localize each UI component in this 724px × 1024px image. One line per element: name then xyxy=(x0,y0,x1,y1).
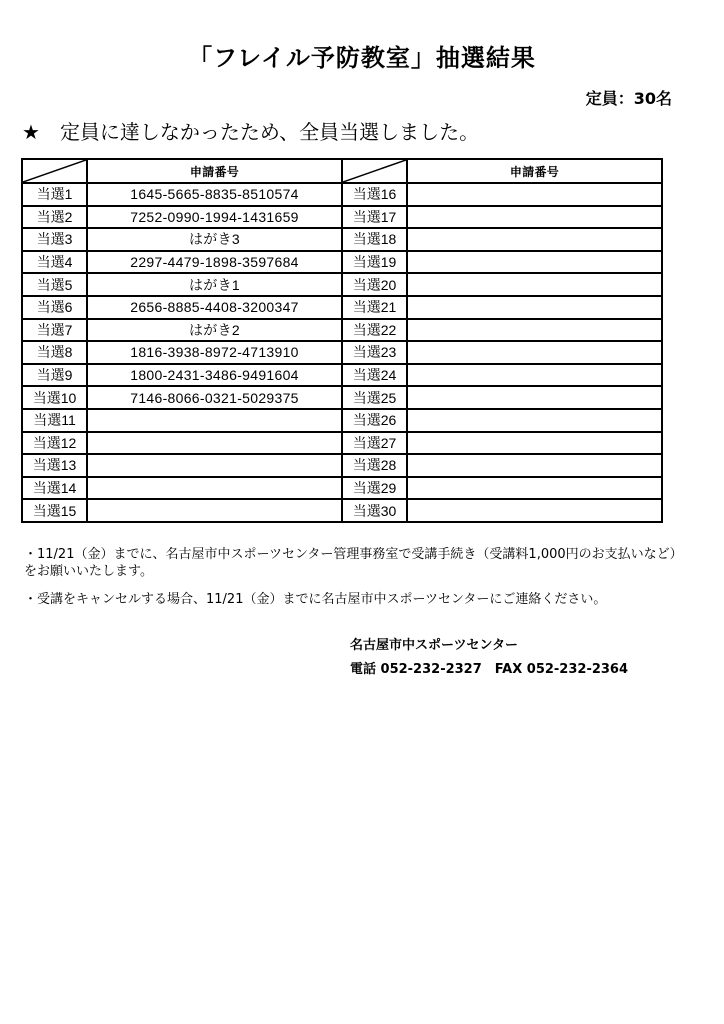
table-row xyxy=(22,183,662,206)
application-number: はがき1 xyxy=(87,273,342,296)
winner-label: 当選26 xyxy=(342,409,407,432)
organization-name: 名古屋市中スポーツセンター xyxy=(350,638,518,653)
application-number: はがき3 xyxy=(87,228,342,251)
winner-label: 当選17 xyxy=(342,206,407,229)
diagonal-corner-cell xyxy=(342,159,407,183)
winner-label: 当選23 xyxy=(342,341,407,364)
application-number xyxy=(407,228,662,251)
table-row xyxy=(22,386,662,409)
application-number: 1816-3938-8972-4713910 xyxy=(87,341,342,364)
winner-label: 当選25 xyxy=(342,386,407,409)
application-number: 2297-4479-1898-3597684 xyxy=(87,251,342,274)
winner-label: 当選5 xyxy=(22,273,87,296)
winner-label: 当選14 xyxy=(22,477,87,500)
application-number xyxy=(407,319,662,342)
winner-label: 当選18 xyxy=(342,228,407,251)
table-row xyxy=(22,341,662,364)
application-number xyxy=(407,477,662,500)
application-number xyxy=(407,386,662,409)
application-number xyxy=(407,499,662,522)
note-item: ・11/21（金）までに、名古屋市中スポーツセンター管理事務室で受講手続き（受講料1,000円のお支払いなど）をお願いいたします。 xyxy=(24,547,683,579)
winner-label: 当選20 xyxy=(342,273,407,296)
winner-label: 当選21 xyxy=(342,296,407,319)
winner-label: 当選16 xyxy=(342,183,407,206)
winner-label: 当選24 xyxy=(342,364,407,387)
application-number: 1645-5665-8835-8510574 xyxy=(87,183,342,206)
winner-label: 当選19 xyxy=(342,251,407,274)
table-row xyxy=(22,432,662,455)
application-number xyxy=(87,499,342,522)
star-icon: ★ xyxy=(22,120,40,144)
table-row xyxy=(22,454,662,477)
footer-contact xyxy=(350,634,628,682)
winner-label: 当選8 xyxy=(22,341,87,364)
application-number: 7146-8066-0321-5029375 xyxy=(87,386,342,409)
application-number: はがき2 xyxy=(87,319,342,342)
application-number xyxy=(87,432,342,455)
lottery-results-table xyxy=(21,158,663,523)
winner-label: 当選22 xyxy=(342,319,407,342)
winner-label: 当選13 xyxy=(22,454,87,477)
diagonal-line-icon xyxy=(343,160,406,182)
diagonal-line-icon xyxy=(23,160,86,182)
application-number xyxy=(407,341,662,364)
application-number xyxy=(407,206,662,229)
table-row xyxy=(22,228,662,251)
capacity-label: 定員：30名 xyxy=(585,89,672,108)
header-application-number: 申請番号 xyxy=(87,159,342,183)
winner-label: 当選7 xyxy=(22,319,87,342)
winner-label: 当選11 xyxy=(22,409,87,432)
table-row xyxy=(22,409,662,432)
table-header-row xyxy=(22,159,662,183)
application-number xyxy=(87,409,342,432)
table-row xyxy=(22,499,662,522)
table-row xyxy=(22,296,662,319)
notice xyxy=(22,116,479,145)
table-row xyxy=(22,319,662,342)
application-number: 2656-8885-4408-3200347 xyxy=(87,296,342,319)
winner-label: 当選15 xyxy=(22,499,87,522)
winner-label: 当選28 xyxy=(342,454,407,477)
table-row xyxy=(22,251,662,274)
winner-label: 当選10 xyxy=(22,386,87,409)
winner-label: 当選27 xyxy=(342,432,407,455)
application-number xyxy=(407,409,662,432)
contact-numbers: 電話 052-232-2327 FAX 052-232-2364 xyxy=(350,662,629,677)
winner-label: 当選30 xyxy=(342,499,407,522)
application-number xyxy=(407,454,662,477)
winner-label: 当選29 xyxy=(342,477,407,500)
winner-label: 当選3 xyxy=(22,228,87,251)
table-row xyxy=(22,273,662,296)
application-number xyxy=(87,454,342,477)
winner-label: 当選6 xyxy=(22,296,87,319)
application-number xyxy=(407,183,662,206)
winner-label: 当選2 xyxy=(22,206,87,229)
table-row xyxy=(22,477,662,500)
application-number xyxy=(407,273,662,296)
application-number xyxy=(407,251,662,274)
header-application-number: 申請番号 xyxy=(407,159,662,183)
application-number: 7252-0990-1994-1431659 xyxy=(87,206,342,229)
notes xyxy=(24,546,684,619)
application-number: 1800-2431-3486-9491604 xyxy=(87,364,342,387)
notice-text: 定員に達しなかったため、全員当選しました。 xyxy=(59,120,480,144)
winner-label: 当選4 xyxy=(22,251,87,274)
winner-label: 当選1 xyxy=(22,183,87,206)
table-row xyxy=(22,364,662,387)
winner-label: 当選12 xyxy=(22,432,87,455)
application-number xyxy=(407,432,662,455)
winner-label: 当選9 xyxy=(22,364,87,387)
application-number xyxy=(407,296,662,319)
diagonal-corner-cell xyxy=(22,159,87,183)
page-title: 「フレイル予防教室」抽選結果 xyxy=(188,44,536,72)
note-item: ・受講をキャンセルする場合、11/21（金）までに名古屋市中スポーツセンターにご連絡ください。 xyxy=(24,592,607,607)
application-number xyxy=(407,364,662,387)
table-row xyxy=(22,206,662,229)
application-number xyxy=(87,477,342,500)
